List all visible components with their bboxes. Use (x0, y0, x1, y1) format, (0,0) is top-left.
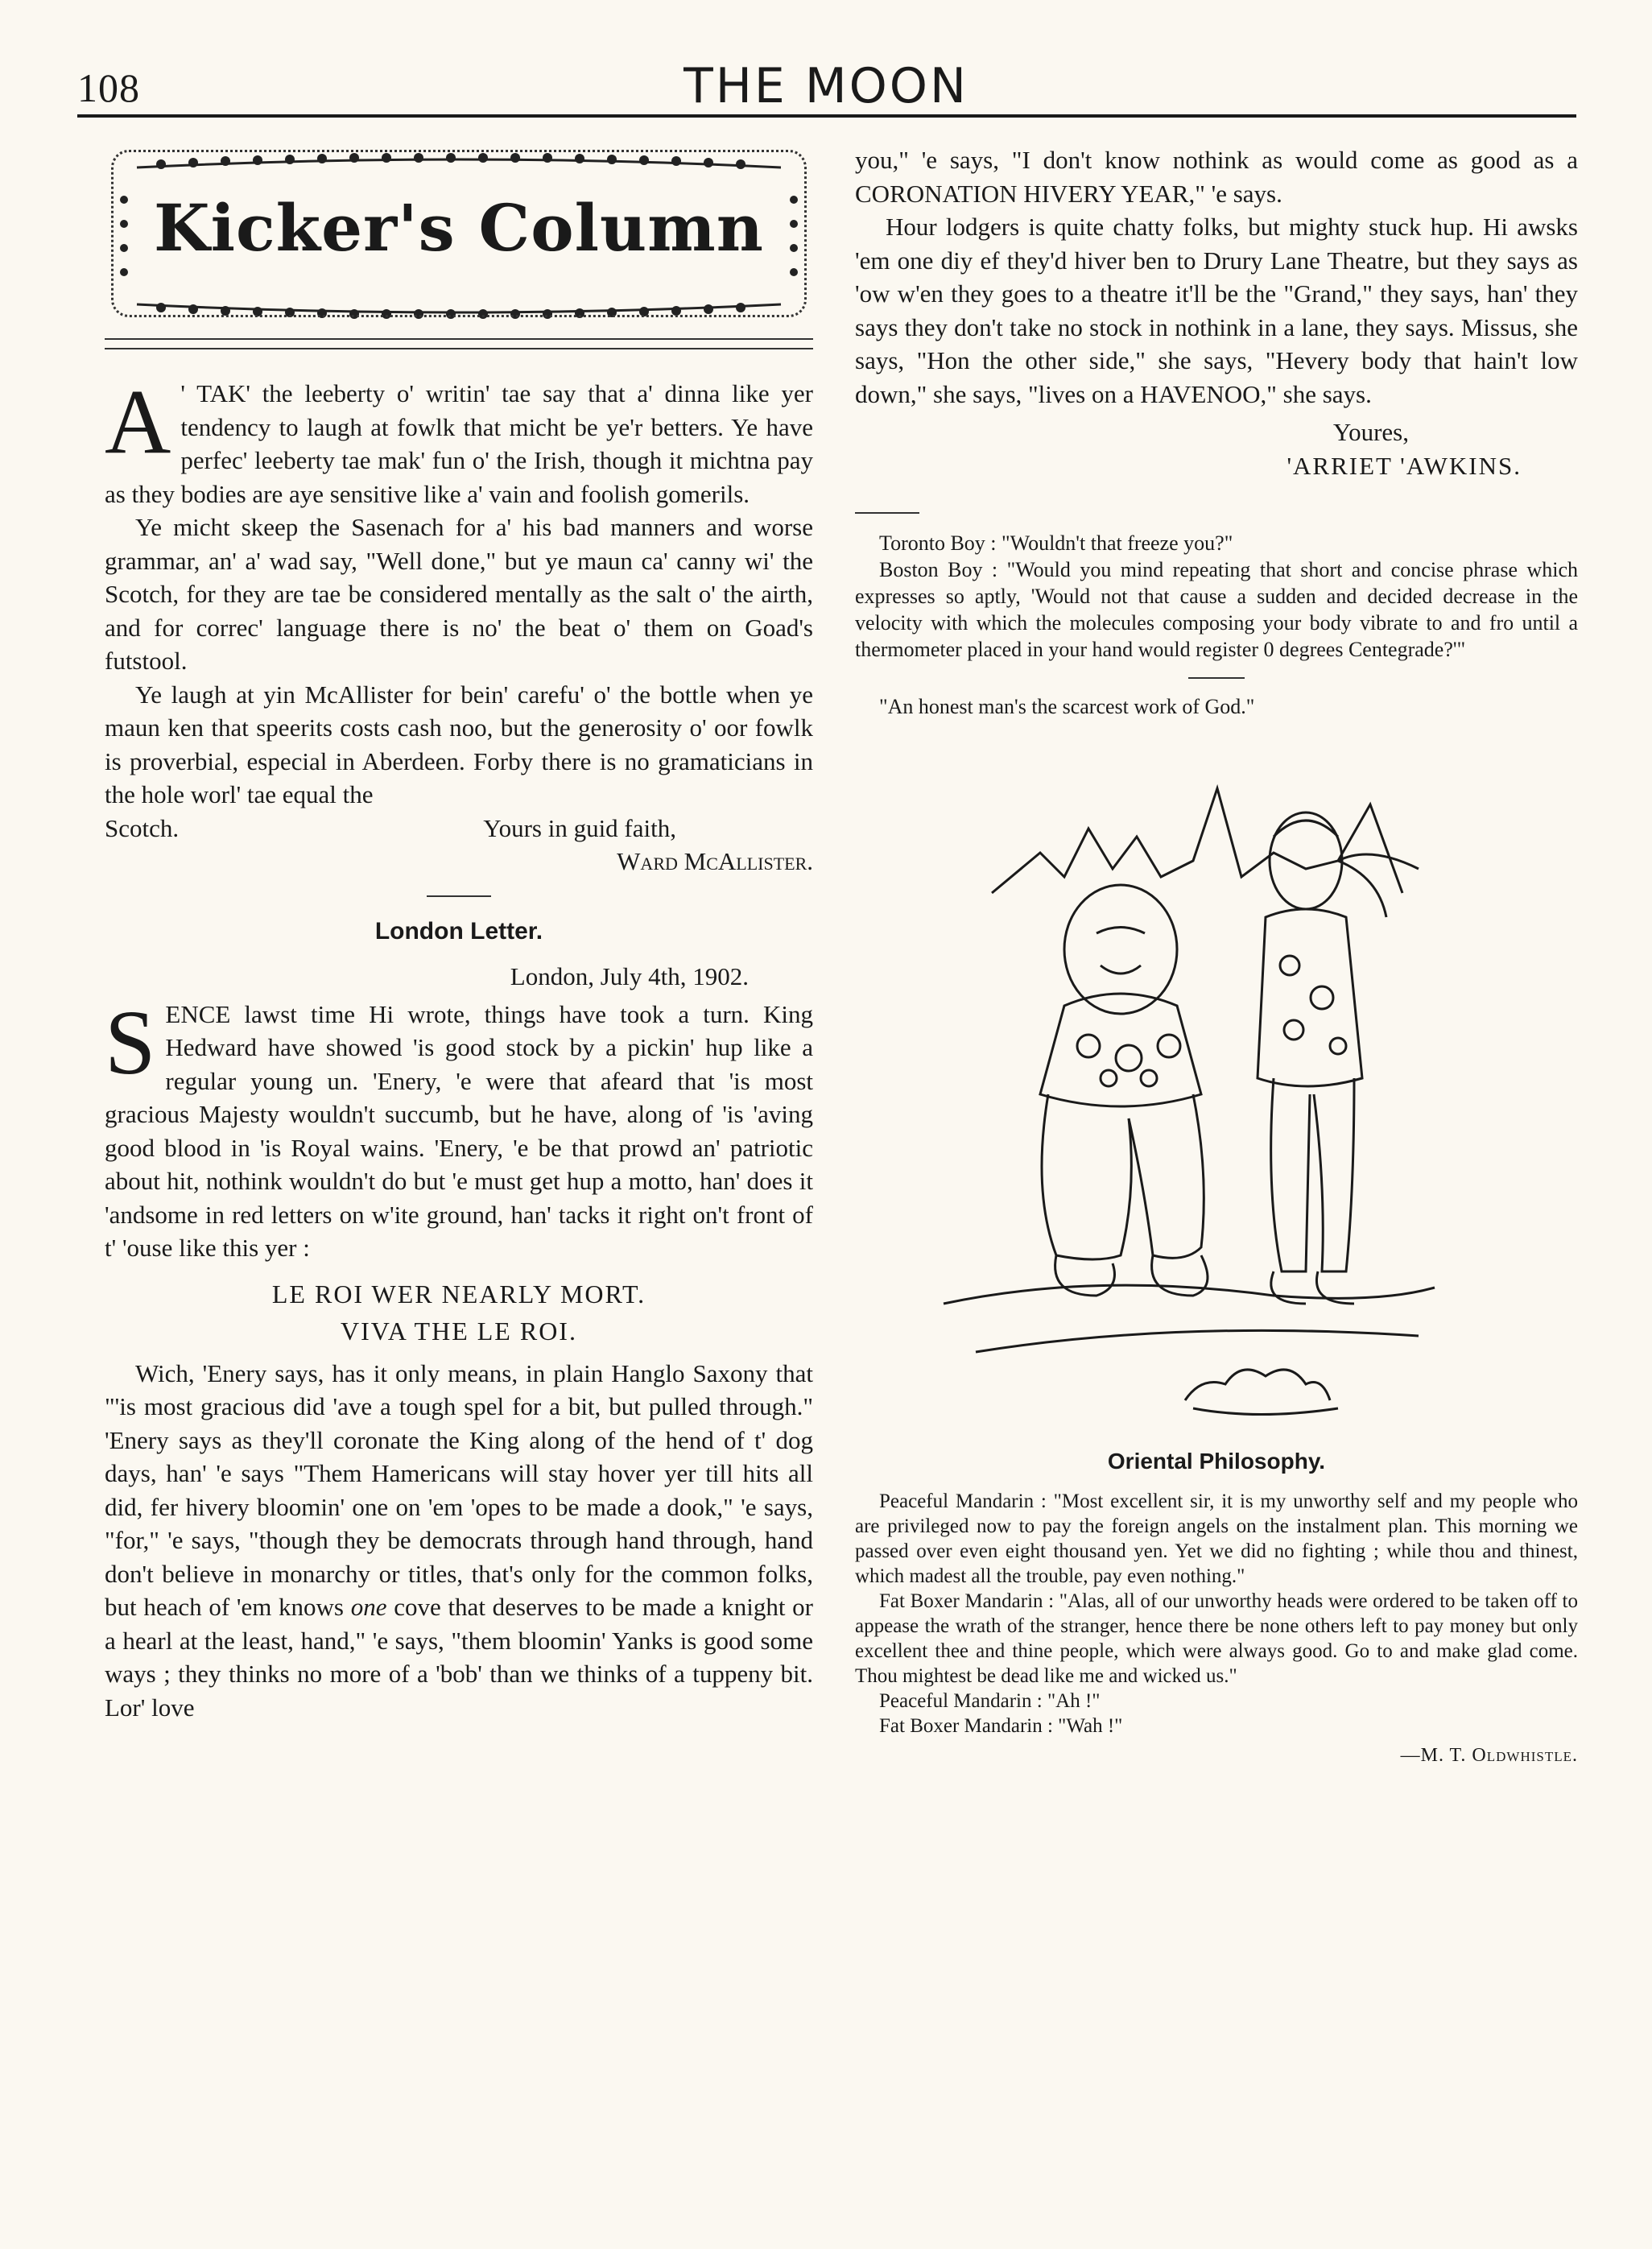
london-closing: Youres, (1332, 418, 1409, 446)
kickers-column-banner (105, 143, 813, 329)
fat-boxer-mandarin-speech-1: Fat Boxer Mandarin : "Alas, all of our unworthy heads were ordered to be taken off to appease the wrath of the stranger, hence there be none others left to pay money but only excellent thee and thine people, which were always good. Go to and make glad come. Thou mightest be dead like me and wicked us." (855, 1590, 1578, 1687)
london-paragraph-2: Wich, 'Enery says, has it only means, in plain Hanglo Saxony that "'is most gracious did 'ave a tough spel for a bit, but pulled through." 'Enery says as they'll coronate the King along of the hend of t' dog days, han' 'e says "Them Hamericans will stay hover yer till hits all did, fer hivery bloomin' one on 'em 'opes to be made a dook," 'e says, "for," 'e says, "though they be democrats through hand through, hand don't believe in monarchy or titles, that's only for the common folks, but heach of 'em knows one cove that deserves to be made a knight or a hearl at the least, hand," 'e says, "them bloomin' Yanks is good some ways ; they thinks no more of a 'bob' than we thinks of a tuppeny bit. Lor' love (105, 1358, 813, 1722)
mandarins-illustration (855, 740, 1578, 1449)
header-rule (77, 114, 1576, 118)
motto-line-1: LE ROI WER NEARLY MORT. (271, 1279, 646, 1308)
magazine-title: THE MOON (684, 58, 968, 114)
page-number: 108 (77, 65, 140, 110)
kicker-last-word: Scotch. (105, 813, 180, 842)
london-dateline: London, July 4th, 1902. (510, 961, 749, 990)
kicker-closing-line (105, 812, 813, 845)
london-signature: 'ARRIET 'AWKINS. (1286, 452, 1522, 480)
kicker-paragraph-3: Ye laugh at yin McAllister for bein' carefu' o' the bottle when ye maun ken that speerits costs cash noo, but the generosity o' oor fowlk is proverbial, especial in Aberdeen. Forby there is no gramaticians in the hole worl' tae equal the (105, 680, 813, 808)
section-divider (427, 895, 491, 897)
boston-boy-line: Boston Boy : "Would you mind repeating that short and concise phrase which expresses so aptly, 'Would not that cause a sudden and decided decrease in the velocity with which the molecules composing your body vibrate to and fro until a thermometer placed in your hand would register 0 degrees Centegrade?'" (855, 558, 1578, 661)
london-paragraph-3: you," 'e says, "I don't know nothink as would come as good as a CORONATION HIVERY YEAR," 'e says. (855, 146, 1578, 208)
peaceful-mandarin-speech-1: Peaceful Mandarin : "Most excellent sir, it is my unworthy self and my people who are privileged now to pay the foreign angels on the instalment plan. This morning we passed over even eight thousand yen. Yet we did no fighting ; while thou and thinest, which madest all the trouble, pay even nothing." (855, 1490, 1578, 1587)
dropcap-s: S (105, 990, 156, 1093)
kicker-signature: Ward McAllister. (617, 846, 813, 875)
mandarins-drawing-icon (855, 740, 1578, 1449)
london-paragraph-4: Hour lodgers is quite chatty folks, but mighty stuck hup. Hi awsks 'em one diy ef they'd hiver ben to Drury Lane Theatre, but they says as 'ow w'en they goes to a theatre it'll be the "Grand," they says, han' they says they don't take no stock in nothink in a lane, they says. Missus, she says, "Hon the other side," she says, "Hevery body that hain't low down," she says, "lives on a HAVENOO," she says. (855, 213, 1578, 408)
fat-boxer-mandarin-speech-2: Fat Boxer Mandarin : "Wah !" (879, 1715, 1123, 1737)
mandarin-dialogue (855, 1489, 1578, 1738)
oriental-philosophy-caption: Oriental Philosophy. (1107, 1449, 1326, 1474)
london-letter-heading: London Letter. (374, 917, 543, 945)
motto-line-2: VIVA THE LE ROI. (341, 1316, 577, 1346)
section-divider (855, 512, 919, 514)
section-divider (1188, 677, 1245, 679)
peaceful-mandarin-speech-2: Peaceful Mandarin : "Ah !" (879, 1690, 1101, 1712)
page-header (77, 58, 1575, 122)
kicker-paragraph-2: Ye micht skeep the Sasenach for a' his bad manners and worse grammar, an' a' wad say, "Well done," but ye maun ca' canny wi' the Scotch, for they are tae be considered mentally as the salt o' the airth, and for correc' language there is no' the beat o' them on Goad's futstool. (105, 513, 813, 675)
kicker-letter (105, 370, 813, 878)
honest-man-quote: "An honest man's the scarcest work of God." (879, 695, 1255, 718)
left-column (105, 143, 813, 1724)
oriental-author: —M. T. Oldwhistle. (1400, 1745, 1578, 1766)
kicker-closing: Yours in guid faith, (483, 813, 676, 842)
right-column (855, 143, 1578, 1769)
dropcap-a: A (105, 370, 171, 473)
double-rule (105, 338, 813, 349)
kicker-paragraph-1: A ' TAK' the leeberty o' writin' tae say that a' dinna like yer tendency to laugh at fowlk that micht be ye'r betters. Ye have perfec' leeberty tae mak' fun o' the Irish, though it michtna pay as they bodies are aye sensitive like a' vain and foolish gomerils. (105, 370, 813, 508)
toronto-boy-line: Toronto Boy : "Wouldn't that freeze you?" (879, 531, 1233, 555)
kickers-column-title: Kicker's Column (154, 190, 764, 266)
london-paragraph-1: SENCE lawst time Hi wrote, things have took a turn. King Hedward have showed 'is good stock by a pickin' hup like a regular young un. 'Enery, 'e were that afeard that 'is most gracious Majesty wouldn't succumb, but he have, along of 'is 'aving good blood in 'is Royal wains. 'Enery, 'e be that prowd an' patriotic about hit, nothink wouldn't do but 'e must get hup a motto, han' does it 'andsome in red letters on w'ite ground, han' tacks it right on't front of t' 'ouse like this yer : (105, 990, 813, 1262)
